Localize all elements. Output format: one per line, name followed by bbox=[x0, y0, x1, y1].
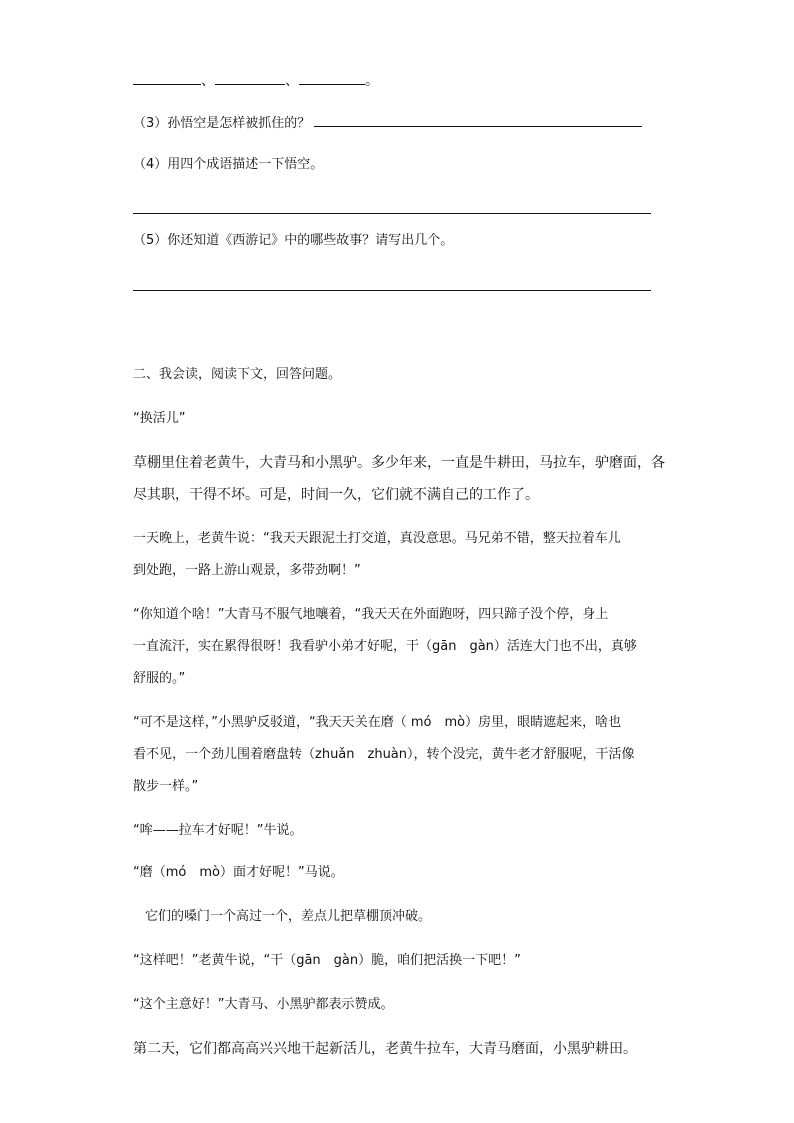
story-paragraph-4-line-3: 散步一样。” bbox=[133, 779, 199, 794]
question-5-answer-line[interactable] bbox=[133, 290, 651, 291]
question-5: （5）你还知道《西游记》中的哪些故事？请写出几个。 bbox=[133, 233, 454, 248]
story-paragraph-2-line-2: 到处跑，一路上游山观景，多带劲啊！” bbox=[133, 563, 361, 578]
story-paragraph-10: 第二天，它们都高高兴兴地干起新活儿，老黄牛拉车，大青马磨面，小黑驴耕田。 bbox=[133, 1041, 637, 1057]
question-3-answer-blank[interactable] bbox=[314, 112, 642, 127]
story-paragraph-7: 它们的嗓门一个高过一个，差点儿把草棚顶冲破。 bbox=[145, 909, 432, 924]
answer-blank-2[interactable] bbox=[215, 70, 285, 85]
story-paragraph-5: “哞——拉车才好呢！”牛说。 bbox=[133, 823, 303, 838]
section-2-heading: 二、我会读，阅读下文，回答问题。 bbox=[133, 367, 342, 382]
story-paragraph-4-line-2: 看不见，一个劲儿围着磨盘转（zhuǎn zhuàn），转个没完，黄牛老才舒服呢，干活像 bbox=[133, 747, 635, 762]
answer-blank-1[interactable] bbox=[133, 70, 201, 85]
story-paragraph-1-line-1: 草棚里住着老黄牛，大青马和小黑驴。多少年来，一直是牛耕田，马拉车，驴磨面，各 bbox=[133, 455, 665, 471]
story-paragraph-3-line-2: 一直流汗，实在累得很呀！我看驴小弟才好呢，干（gān gàn）活连大门也不出，真够 bbox=[133, 639, 637, 654]
separator: 、 bbox=[201, 73, 215, 89]
question-3 bbox=[133, 112, 642, 133]
story-paragraph-3-line-1: “你知道个啥！”大青马不服气地嚷着，“我天天在外面跑呀，四只蹄子没个停，身上 bbox=[133, 607, 609, 622]
story-paragraph-2-line-1: 一天晚上，老黄牛说：“我天天跟泥土打交道，真没意思。马兄弟不错，整天拉着车儿 bbox=[133, 531, 621, 546]
story-paragraph-6: “磨（mó mò）面才好呢！”马说。 bbox=[133, 865, 344, 880]
answer-blanks-line bbox=[133, 70, 379, 90]
story-title: “换活儿” bbox=[133, 411, 186, 426]
story-paragraph-9: “这个主意好！”大青马、小黑驴都表示赞成。 bbox=[133, 997, 394, 1012]
separator: 、 bbox=[285, 73, 299, 89]
line-end: 。 bbox=[365, 73, 379, 89]
story-paragraph-1-line-2: 尽其职，干得不坏。可是，时间一久，它们就不满自己的工作了。 bbox=[133, 487, 539, 503]
question-3-text: （3）孙悟空是怎样被抓住的？ bbox=[133, 116, 311, 131]
story-paragraph-4-line-1: “可不是这样，”小黑驴反驳道，“我天天关在磨（ mó mò）房里，眼睛遮起来，啥也 bbox=[133, 715, 622, 730]
story-paragraph-8: “这样吧！”老黄牛说，“干（gān gàn）脆，咱们把活换一下吧！” bbox=[133, 953, 521, 968]
question-4: （4）用四个成语描述一下悟空。 bbox=[133, 157, 324, 172]
question-4-answer-line[interactable] bbox=[133, 213, 651, 214]
story-paragraph-3-line-3: 舒服的。” bbox=[133, 671, 186, 686]
answer-blank-3[interactable] bbox=[299, 70, 365, 85]
